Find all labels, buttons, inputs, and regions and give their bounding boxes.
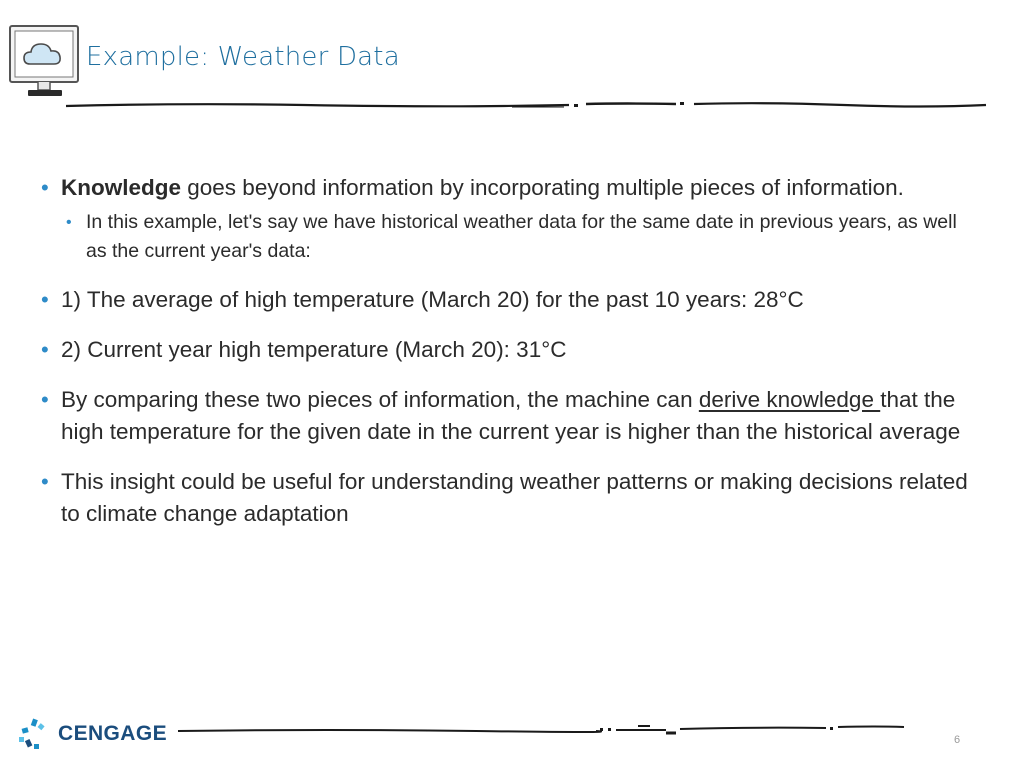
page-number: 6 bbox=[954, 734, 961, 746]
computer-cloud-icon bbox=[8, 24, 82, 102]
bullet-knowledge bbox=[40, 172, 970, 204]
cengage-logo bbox=[18, 718, 167, 750]
slide-title: Example: Weather Data bbox=[86, 42, 400, 72]
bullet-comparison bbox=[40, 384, 970, 448]
bullet-marker: • bbox=[41, 387, 49, 412]
cengage-mark-icon bbox=[18, 718, 50, 750]
brand-name: CENGAGE bbox=[58, 722, 167, 745]
bullet-marker: • bbox=[41, 337, 49, 362]
bullet-marker: • bbox=[66, 214, 72, 231]
bullet-text: goes beyond information by incorporating multiple pieces of information. bbox=[181, 175, 904, 200]
bullet-marker: • bbox=[41, 287, 49, 312]
bullet-insight bbox=[40, 466, 970, 530]
bullet-marker: • bbox=[41, 175, 49, 200]
bullet-text: This insight could be useful for understanding weather patterns or making decisions related to climate change adaptation bbox=[61, 469, 968, 526]
bullet-marker: • bbox=[41, 469, 49, 494]
bullet-text: that the high temperature for the given date in the current year is higher than the historical average bbox=[61, 387, 961, 444]
bullet-text: 2) Current year high temperature (March 20): 31°C bbox=[61, 337, 567, 362]
sub-bullet-example bbox=[65, 208, 970, 266]
bullet-text: 1) The average of high temperature (March 20) for the past 10 years: 28°C bbox=[61, 287, 804, 312]
bullet-average-temp bbox=[40, 284, 970, 316]
underlined-term: derive knowledge bbox=[698, 387, 881, 412]
slide-body bbox=[40, 172, 970, 548]
title-divider bbox=[64, 98, 988, 112]
bullet-current-temp bbox=[40, 334, 970, 366]
bullet-text: By comparing these two pieces of information, the machine can bbox=[61, 387, 699, 412]
bullet-text: In this example, let's say we have historical weather data for the same date in previous years, as well as the current year's data: bbox=[86, 211, 957, 262]
footer-divider bbox=[176, 722, 906, 738]
bold-term: Knowledge bbox=[61, 175, 182, 200]
